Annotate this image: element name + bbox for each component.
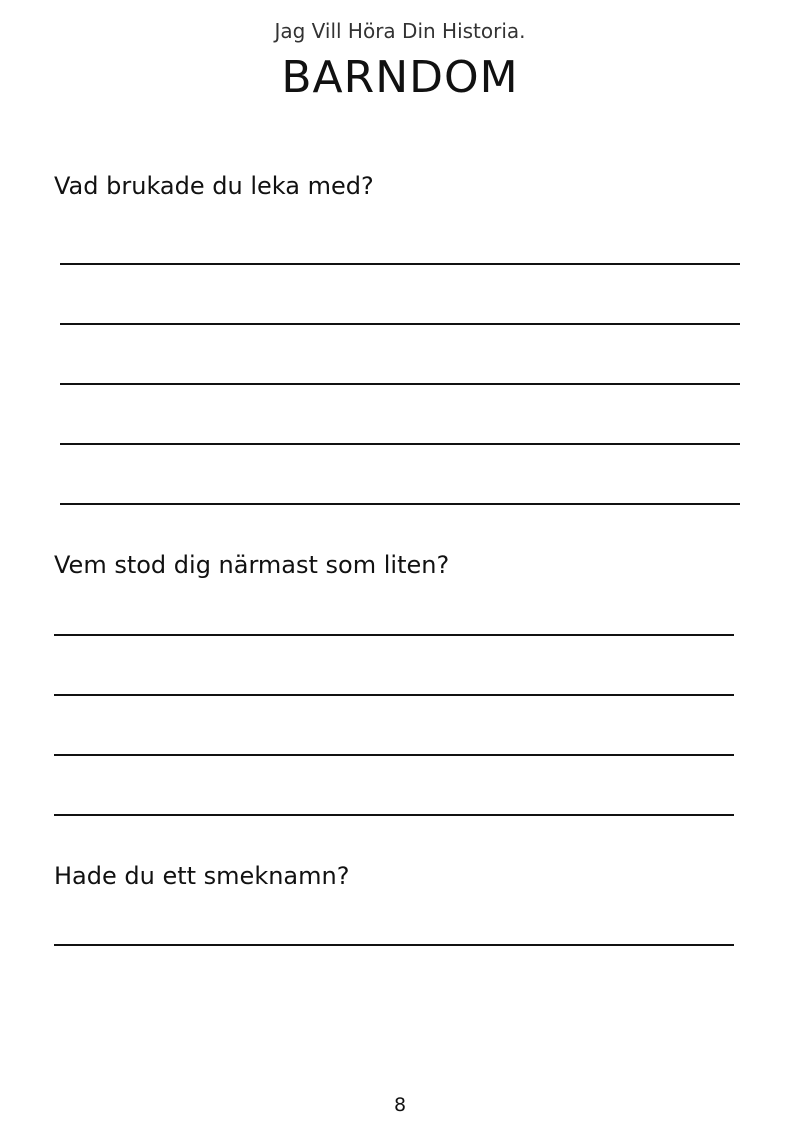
page-title: BARNDOM	[281, 52, 519, 103]
page-number: 8	[393, 1094, 407, 1116]
answer-line[interactable]	[54, 694, 734, 696]
answer-line[interactable]	[54, 944, 734, 946]
question-2: Vem stod dig närmast som liten?	[54, 551, 450, 579]
answer-line[interactable]	[54, 814, 734, 816]
question-1: Vad brukade du leka med?	[54, 172, 374, 200]
question-3: Hade du ett smeknamn?	[54, 862, 350, 890]
answer-line[interactable]	[60, 443, 740, 445]
answer-line[interactable]	[60, 263, 740, 265]
answer-line[interactable]	[60, 503, 740, 505]
answer-line[interactable]	[60, 323, 740, 325]
answer-line[interactable]	[60, 383, 740, 385]
answer-line[interactable]	[54, 634, 734, 636]
answer-line[interactable]	[54, 754, 734, 756]
page-subtitle: Jag Vill Höra Din Historia.	[274, 19, 526, 43]
